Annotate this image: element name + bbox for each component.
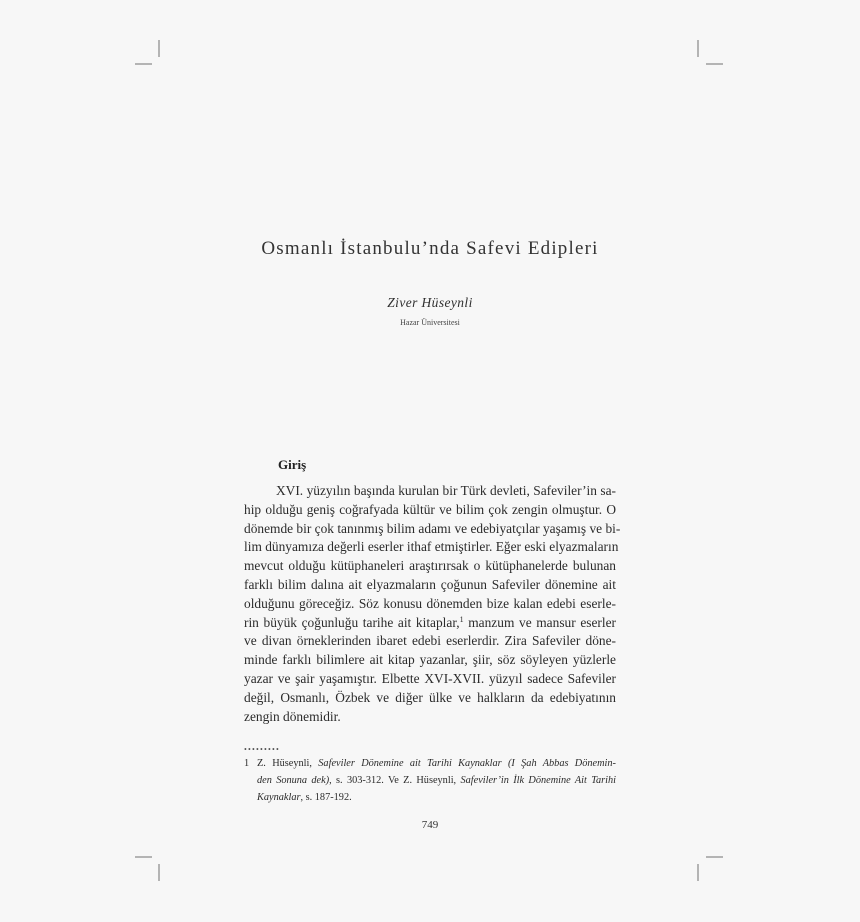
crop-mark-bottom-left-horizontal xyxy=(135,856,152,858)
paragraph-line: yazar ve şair yaşamıştır. Elbette XVI-XVII. yüzyıl sadece Safeviler xyxy=(244,670,616,686)
paragraph-line: değil, Osmanlı, Özbek ve diğer ülke ve halkların da edebiyatının xyxy=(244,689,616,705)
author-name: Ziver Hüseynli xyxy=(387,295,473,310)
footnote-line xyxy=(257,755,616,772)
footnote-line xyxy=(257,772,616,789)
paragraph-line-with-footnote xyxy=(244,614,616,633)
paragraph-line-text: manzum ve mansur eserler xyxy=(463,614,616,630)
crop-mark-top-left-vertical xyxy=(158,40,160,57)
paragraph-line: minde farklı bilimlere ait kitap yazanlar, şiir, söz söyleyen yüzlerle xyxy=(244,652,616,668)
footnote-book-title: Safeviler Dönemine ait Tarihi Kaynaklar (I Şah Abbas Dönemin- xyxy=(318,758,616,769)
footnote xyxy=(244,755,616,806)
body-paragraph xyxy=(244,482,621,726)
footnote-text: , s. 303-312. Ve Z. Hüseynli, xyxy=(329,775,461,786)
paragraph-line: lim dünyamıza değerli eserler ithaf etmiştirler. Eğer eski elyazmaların xyxy=(244,539,619,555)
paragraph-line: dönemde bir çok tanınmış bilim adamı ve edebiyatçılar yaşamış ve bi- xyxy=(244,520,621,536)
footnote-line xyxy=(257,789,616,806)
author-affiliation: Hazar Üniversitesi xyxy=(400,318,460,327)
page-number: 749 xyxy=(421,819,439,831)
crop-mark-top-left-horizontal xyxy=(135,63,152,65)
footnote-book-title: den Sonuna dek) xyxy=(257,775,330,786)
footnote-reference[interactable]: 1 xyxy=(459,614,464,624)
footnote-book-title: Kaynaklar xyxy=(257,792,301,803)
crop-mark-bottom-right-horizontal xyxy=(706,856,723,858)
footnote-text: , s. 187-192. xyxy=(300,792,352,803)
crop-mark-bottom-right-vertical xyxy=(697,864,699,881)
article-title: Osmanlı İstanbulu’nda Safevi Edipleri xyxy=(261,238,599,259)
footnote-text: Z. Hüseynli, xyxy=(257,758,319,769)
paragraph-line-text: rin büyük çoğunluğu tarihe ait kitaplar, xyxy=(244,614,460,630)
footnote-book-title: Safeviler’in İlk Dönemine Ait Tarihi xyxy=(460,775,617,786)
paragraph-line: olduğunu göreceğiz. Söz konusu dönemden bize kalan edebi eserle- xyxy=(244,595,616,611)
footnote-number: 1 xyxy=(244,758,250,769)
paragraph-line: hip olduğu geniş coğrafyada kültür ve bilim çok zengin olmuştur. O xyxy=(244,501,616,517)
section-heading: Giriş xyxy=(278,457,307,472)
paragraph-line: ve divan örneklerinden ibaret edebi eserlerdir. Zira Safeviler döne- xyxy=(244,633,616,649)
crop-mark-top-right-vertical xyxy=(697,40,699,57)
paragraph-line: farklı bilim dalına ait elyazmaların çoğunun Safeviler dönemine ait xyxy=(244,576,616,592)
footnote-separator: ••••••••• xyxy=(244,745,281,754)
paragraph-line: XVI. yüzyılın başında kurulan bir Türk devleti, Safeviler’in sa- xyxy=(276,483,616,498)
paragraph-line: mevcut olduğu kütüphaneleri araştırırsak o kütüphanelerde bulunan xyxy=(244,558,616,574)
crop-mark-bottom-left-vertical xyxy=(158,864,160,881)
crop-mark-top-right-horizontal xyxy=(706,63,723,65)
paragraph-line: zengin dönemidir. xyxy=(244,708,341,724)
